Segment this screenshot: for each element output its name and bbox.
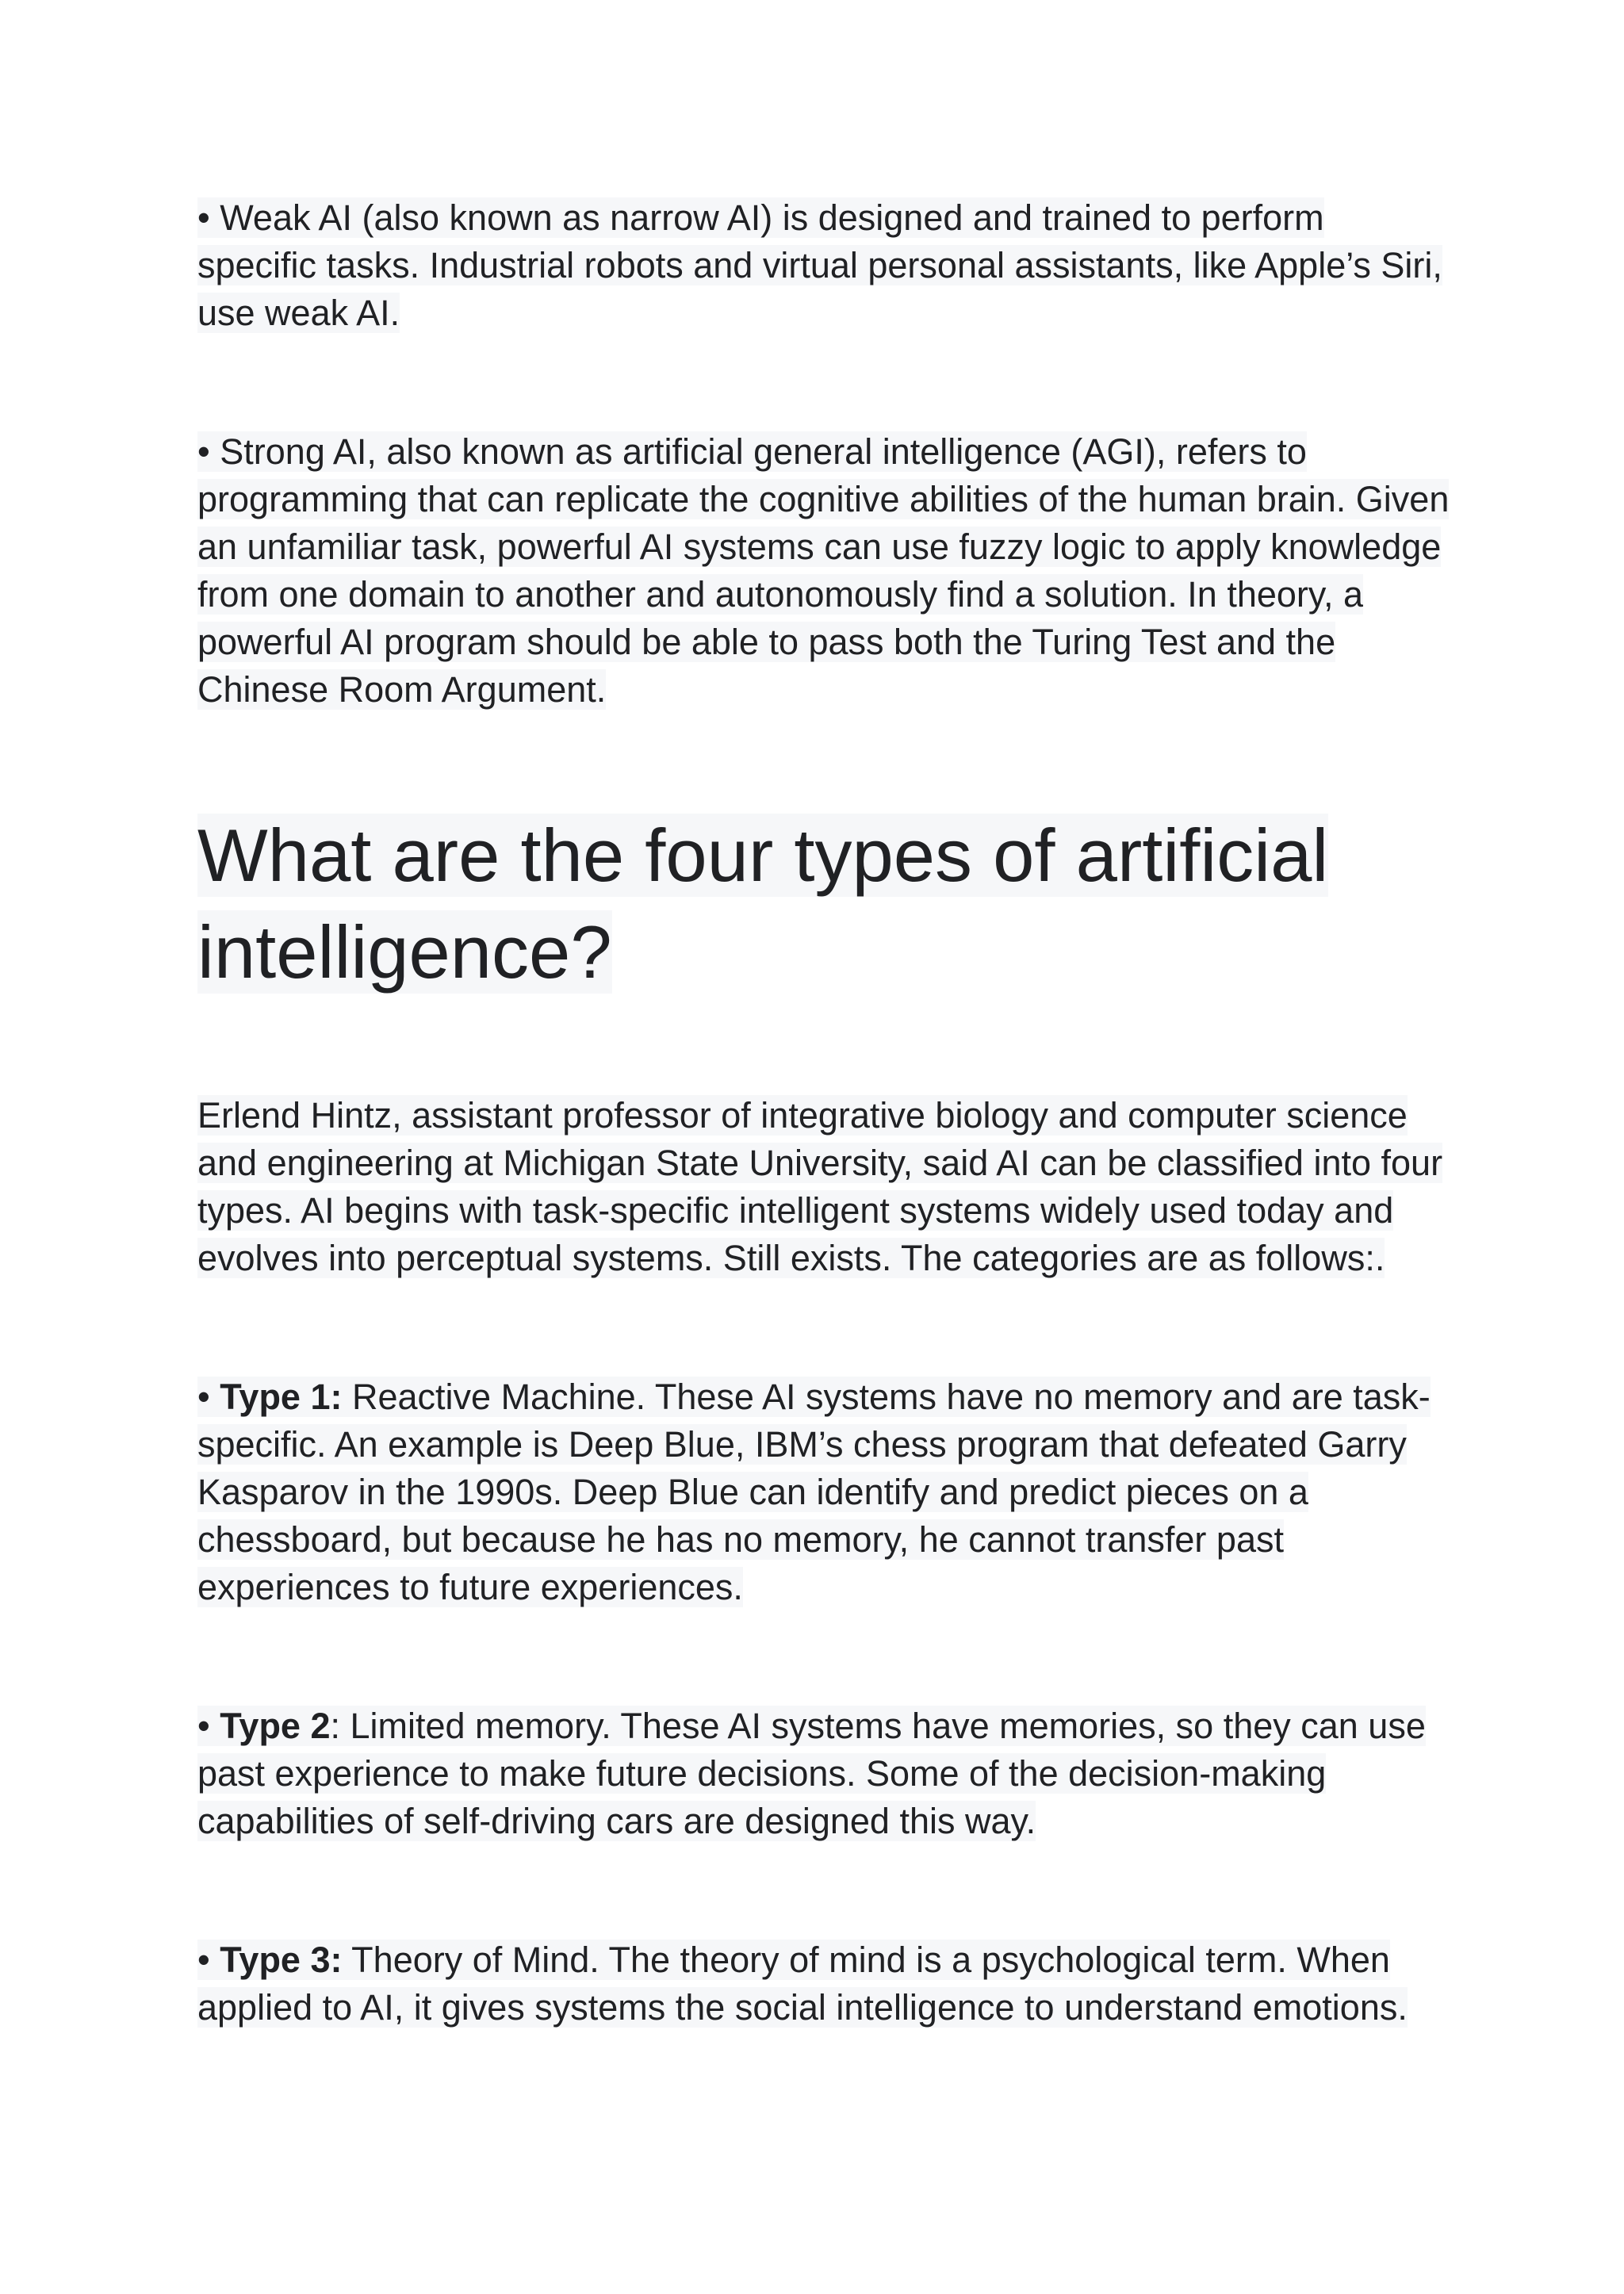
bullet: • [197, 1377, 220, 1417]
type-label: Type 2 [220, 1706, 331, 1746]
section-heading [197, 807, 1450, 1001]
type-description: : Limited memory. These AI systems have memories, so they can use past experience to make future decisions. Some of the decision-making capabilities of self-driving cars are designed this way. [197, 1706, 1426, 1841]
paragraph-strong-ai-text: • Strong AI, also known as artificial general intelligence (AGI), refers to programming that can replicate the cognitive abilities of the human brain. Given an unfamiliar task, powerful AI systems can use fuzzy logic to apply knowledge from one domain to another and autonomously find a solution. In theory, a powerful AI program should be able to pass both the Turing Test and the Chinese Room Argument. [197, 431, 1450, 710]
type-label: Type 3: [220, 1940, 343, 1980]
document-body [197, 194, 1450, 2032]
paragraph-intro-text: Erlend Hintz, assistant professor of integrative biology and computer science and engineering at Michigan State University, said AI can be classified into four types. AI begins with task-specific intelligent systems widely used today and evolves into perceptual systems. Still exists. The categories are as follows:. [197, 1095, 1443, 1278]
list-item-type-3 [197, 1936, 1450, 2032]
paragraph-strong-ai [197, 428, 1450, 714]
section-heading-text: What are the four types of artificial intelligence? [197, 814, 1329, 994]
paragraph-weak-ai [197, 194, 1450, 337]
type-description: Theory of Mind. The theory of mind is a psychological term. When applied to AI, it gives systems the social intelligence to understand emotions. [197, 1940, 1408, 2028]
paragraph-intro [197, 1092, 1450, 1282]
bullet: • [197, 1940, 220, 1980]
paragraph-weak-ai-text: • Weak AI (also known as narrow AI) is designed and trained to perform specific tasks. Industrial robots and virtual personal assistants, like Apple’s Siri, use weak AI. [197, 197, 1442, 333]
list-item-type-1 [197, 1373, 1450, 1611]
type-label: Type 1: [220, 1377, 343, 1417]
bullet: • [197, 1706, 220, 1746]
type-description: Reactive Machine. These AI systems have no memory and are task-specific. An example is Deep Blue, IBM’s chess program that defeated Garry Kasparov in the 1990s. Deep Blue can identify and predict pieces on a chessboard, but because he has no memory, he cannot transfer past experiences to future experiences. [197, 1377, 1431, 1607]
list-item-type-2 [197, 1702, 1450, 1845]
